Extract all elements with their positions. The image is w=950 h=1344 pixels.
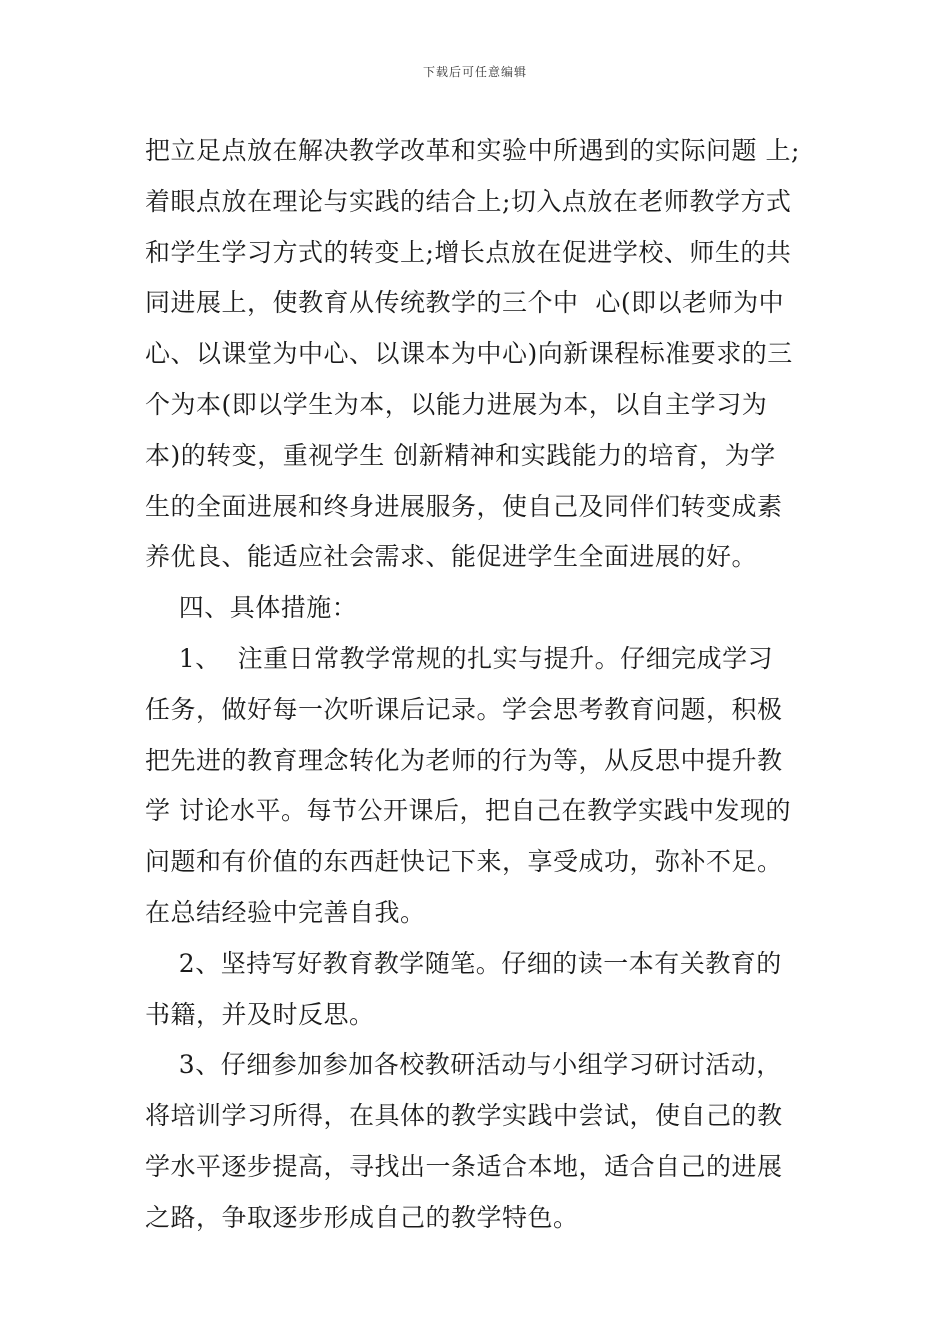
text-line-3: 和学生学习方式的转变上;增长点放在促进学校、师生的共 xyxy=(145,237,792,267)
text-line-16: 在总结经验中完善自我。 xyxy=(145,897,426,927)
text-line-9: 养优良、能适应社会需求、能促进学生全面进展的好。 xyxy=(145,542,758,572)
text-line-8: 生的全面进展和终身进展服务，使自己及同伴们转变成素 xyxy=(145,491,783,521)
section-heading: 四、具体措施： xyxy=(145,593,358,623)
document-body xyxy=(145,126,810,1244)
text-line-2: 着眼点放在理论与实践的结合上;切入点放在老师教学方式 xyxy=(145,186,792,216)
text-line-1: 把立足点放在解决教学改革和实验中所遇到的实际问题 上; xyxy=(145,136,800,165)
page-header: 下载后可任意编辑 xyxy=(422,65,527,79)
text-line-18: 书籍，并及时反思。 xyxy=(145,999,375,1029)
text-line-20: 将培训学习所得，在具体的教学实践中尝试，使自己的教 xyxy=(145,1101,783,1131)
text-line-4: 同进展上，使教育从传统教学的三个中 心(即以老师为中 xyxy=(145,288,785,318)
text-line-19: 3、仔细参加参加各校教研活动与小组学习研讨活动， xyxy=(145,1050,782,1080)
text-line-11: 1、 注重日常教学常规的扎实与提升。仔细完成学习 xyxy=(145,643,774,673)
text-line-6: 个为本(即以学生为本，以能力进展为本，以自主学习为 xyxy=(145,389,768,419)
text-line-13: 把先进的教育理念转化为老师的行为等，从反思中提升教 xyxy=(145,745,783,775)
text-line-15: 问题和有价值的东西赶快记下来，享受成功，弥补不足。 xyxy=(145,847,783,877)
text-line-5: 心、以课堂为中心、以课本为中心)向新课程标准要求的三 xyxy=(145,339,793,369)
text-line-17: 2、坚持写好教育教学随笔。仔细的读一本有关教育的 xyxy=(145,948,782,978)
text-line-21: 学水平逐步提高，寻找出一条适合本地，适合自己的进展 xyxy=(145,1151,783,1181)
text-line-14: 学 讨论水平。每节公开课后，把自己在教学实践中发现的 xyxy=(145,796,791,826)
text-line-7: 本)的转变，重视学生 创新精神和实践能力的培育，为学 xyxy=(145,440,776,470)
text-line-22: 之路，争取逐步形成自己的教学特色。 xyxy=(145,1202,579,1232)
text-line-12: 任务，做好每一次听课后记录。学会思考教育问题，积极 xyxy=(145,694,783,724)
